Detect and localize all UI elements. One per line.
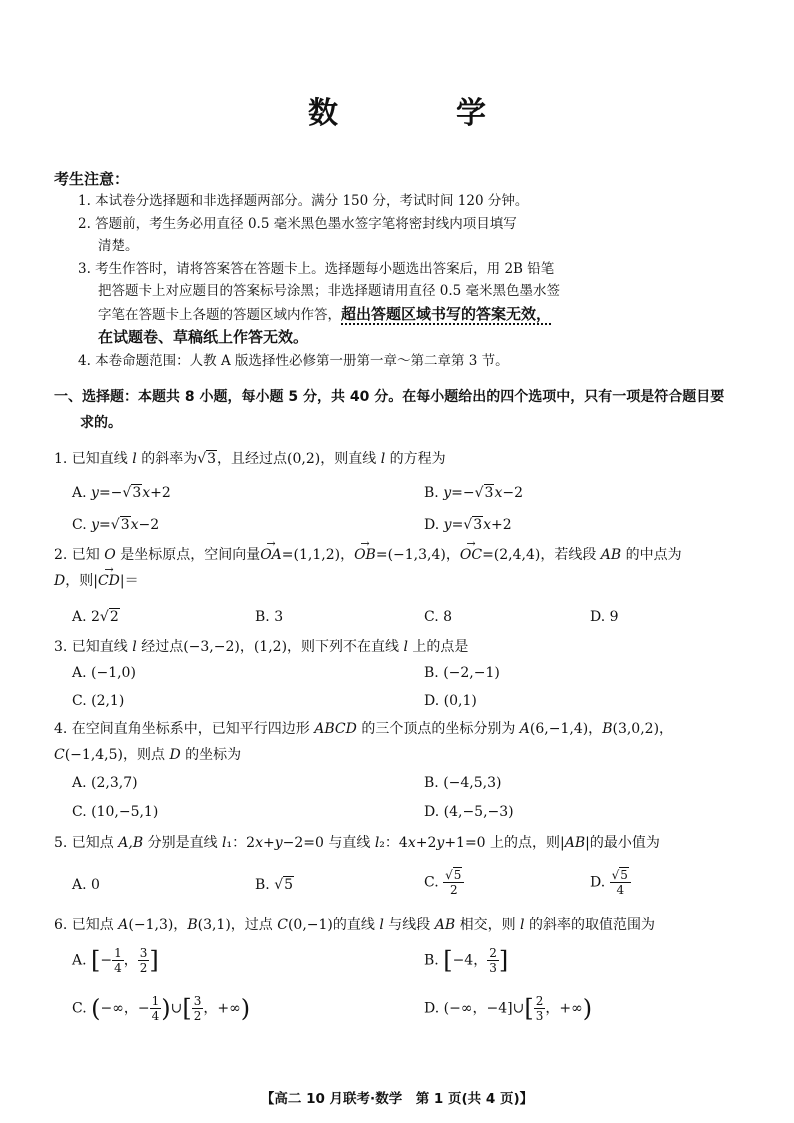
denominator: 4 [114,961,122,975]
q-text: 的三个顶点的坐标分别为 [356,721,520,737]
q-text: 5. 已知点 [54,835,119,851]
opt-label: C. [424,874,444,891]
q-var: ABCD [314,721,357,737]
vector-oc: → OC [460,542,482,568]
opt-text: =− [98,485,123,501]
opt-var: y [91,485,99,501]
q-var: AB [434,917,456,933]
fraction [112,946,124,975]
q-var: l [132,451,137,467]
opt-label: A. [72,952,92,969]
opt-label: D. [424,517,444,533]
q-sub: ₂ [379,835,385,851]
q-text: 上的点是 [407,639,469,655]
bracket: ) [240,994,251,1023]
opt-text: −2 [502,485,523,501]
q5-option-a[interactable]: A. 0 [72,877,100,893]
q-var: y [274,835,283,851]
radicand: 3 [120,517,130,533]
q-var: x [255,835,263,851]
q-text: 的斜率的取值范围为 [524,917,655,933]
radicand: 5 [453,868,462,882]
notice-heading: 考生注意： [54,170,130,188]
denominator: 2 [449,883,458,897]
radicand: 3 [207,451,217,467]
q6-option-a[interactable] [72,946,159,975]
q-var: l [374,835,380,851]
opt-label: B. [424,485,444,501]
denominator: 2 [139,961,148,975]
fraction [534,994,546,1023]
q2-option-c[interactable]: C. 8 [424,609,453,625]
fraction [610,868,631,897]
opt-text: A. 2 [72,609,100,625]
radicand: 5 [284,877,294,893]
sqrt: √2 [99,609,119,625]
bracket: [ [91,946,101,975]
opt-text: = [99,517,111,533]
opt-label: D. [424,1000,444,1017]
numerator: 1 [114,946,122,960]
question-3 [54,634,754,660]
opt-label: A. [72,485,92,501]
opt-var: x [483,517,492,533]
q-text: 的斜率为 [136,451,198,467]
q1-option-b[interactable] [424,482,523,504]
q-text: =(1,1,2)， [281,547,355,563]
sqrt: √5 [445,868,462,882]
q-text: + [262,835,275,851]
bracket: ] [149,946,159,975]
numerator [443,868,464,883]
opt-var: x [142,485,151,501]
section-line-1: 一、选择题：本题共 8 小题，每小题 5 分，共 40 分。在每小题给出的四个选项中，只有一项是符合题目要 [54,389,725,405]
fraction [487,946,499,975]
q-var: l [132,639,137,655]
opt-text: =− [451,485,475,501]
q-text: (−1,4,5)，则点 [64,747,170,763]
q-text: 相交，则 [455,917,521,933]
q3-option-c[interactable]: C. (2,1) [72,693,125,709]
q-text: ，则| [65,573,98,589]
q-var: AB [600,547,622,563]
q-var: B [187,917,198,933]
q-text: ，且经过点(0,2)，则直线 [217,451,381,467]
question-6 [54,912,754,938]
q5-option-d[interactable] [590,868,631,897]
opt-text: ， [123,952,138,969]
numerator: 3 [193,994,202,1008]
q-var: l [222,835,227,851]
emphasis-text: 在试题卷、草稿纸上作答无效。 [98,328,309,346]
vector-cd: → CD [98,568,120,594]
q-var: AB [564,835,586,851]
notice-item-2-cont: 清楚。 [98,238,139,254]
opt-text: ，+∞ [203,1000,241,1017]
q-text: 与线段 [383,917,435,933]
numerator: 3 [139,946,148,960]
q-text: 经过点(−3,−2)，(1,2)，则下列不在直线 [136,639,404,655]
q-text: 分别是直线 [143,835,223,851]
denominator: 4 [616,883,625,897]
q-text: 2. 已知 [54,547,105,563]
fraction [443,868,464,897]
q4-option-d[interactable]: D. (4,−5,−3) [424,804,514,820]
q-text: (6,−1,4)， [529,721,603,737]
q-var: A [519,721,530,737]
q-var: O [104,547,116,563]
sqrt: √3 [474,485,494,501]
q-text: 是坐标原点，空间向量 [115,547,261,563]
q-text: =(−1,3,4)， [375,547,460,563]
sqrt: √3 [463,517,483,533]
q-text: +1=0 上的点，则| [444,835,565,851]
bracket: ] [498,946,509,975]
notice-list [78,190,638,372]
q2-option-a[interactable] [72,606,120,628]
opt-text: ，+∞ [545,1000,583,1017]
question-1 [54,446,754,472]
q4-option-b[interactable]: B. (−4,5,3) [424,775,502,791]
q6-option-c[interactable] [72,994,250,1023]
q-text: (0,−1)的直线 [287,917,380,933]
sqrt: √5 [274,877,294,893]
sqrt: √3 [122,485,142,501]
denominator: 3 [489,961,497,975]
radicand: 2 [109,609,119,625]
q-var: C [277,917,288,933]
q-var: l [403,639,408,655]
q-text: +2 [415,835,437,851]
bracket: [ [443,946,453,975]
notice-item-1: 1. 本试卷分选择题和非选择题两部分。满分 150 分，考试时间 120 分钟。 [78,193,529,209]
q-text: (3,0,2)， [612,721,674,737]
numerator: 2 [489,946,497,960]
emphasis-text: 超出答题区域书写的答案无效， [341,304,552,323]
notice-text: 字笔在答题卡上各题的答题区域内作答， [98,306,341,323]
vector-oa: → OA [260,542,282,568]
numerator: 2 [535,994,544,1008]
q-text: ：2 [232,835,256,851]
denominator: 4 [151,1009,160,1023]
opt-text: −4， [452,952,488,969]
notice-item-3-cont-3 [78,326,638,350]
opt-label: D. [590,874,610,891]
q-var: D [54,573,66,589]
q-text: 1. 已知直线 [54,451,133,467]
radicand: 3 [132,485,142,501]
q-var: B [602,721,613,737]
notice-item-3-cont-2 [78,303,638,327]
q-var: D [169,747,181,763]
bracket: [ [524,994,534,1023]
q-text: 的方程为 [385,451,446,467]
opt-var: y [91,517,100,533]
opt-var: y [443,517,452,533]
opt-label: B. [424,952,444,969]
notice-item-3: 3. 考生作答时，请将答案答在答题卡上。选择题每小题选出答案后，用 2B 铅笔 [78,260,555,277]
opt-text: ∪ [170,1000,183,1017]
opt-text: ∪ [512,1000,525,1017]
q2-option-b[interactable]: B. 3 [255,609,284,625]
q1-option-c[interactable] [72,514,159,536]
q2-option-d[interactable]: D. 9 [590,609,619,625]
q-text: 4. 在空间直角坐标系中，已知平行四边形 [54,721,315,737]
opt-text: (−∞，−4] [443,1000,513,1017]
q-text: 3. 已知直线 [54,639,133,655]
q-var: l [379,917,384,933]
q-text: (−1,3)， [128,917,188,933]
section-heading [54,384,754,436]
opt-label: C. [72,517,92,533]
notice-item-3-cont-1: 把答题卡上对应题目的答案标号涂黑；非选择题请用直径 0.5 毫米黑色墨水签 [98,283,561,299]
opt-text: +2 [491,517,512,533]
q-var: l [520,917,525,933]
notice-item-2: 2. 答题前，考生务必用直径 0.5 毫米黑色墨水签字笔将密封线内项目填写 [78,215,517,232]
q-text: |的最小值为 [585,835,660,851]
q4-option-a[interactable]: A. (2,3,7) [72,775,138,791]
section-line-2: 求的。 [80,415,122,431]
notice-item-4: 4. 本卷命题范围：人教 A 版选择性必修第一册第一章～第二章第 3 节。 [78,352,509,369]
opt-text: +2 [150,485,171,501]
bracket: [ [182,994,192,1023]
q-text: 的中点为 [621,547,682,563]
q-text: |＝ [119,573,139,589]
opt-label: C. [72,1000,92,1017]
opt-text: − [100,952,113,969]
q-text: 6. 已知点 [54,917,119,933]
q-var: l [380,451,386,467]
opt-text: −2 [138,517,160,533]
bracket: ) [161,994,171,1023]
sqrt: √3 [197,451,217,467]
radicand: 5 [620,868,628,882]
q6-option-d[interactable] [424,994,592,1023]
sqrt: √5 [611,868,628,882]
opt-text: −∞，− [100,1000,150,1017]
sqrt: √3 [110,517,130,533]
q-var: y [436,835,445,851]
q-sub: ₁ [226,835,233,851]
q-var: A [118,917,129,933]
fraction [150,994,162,1023]
q5-option-c[interactable] [424,868,464,897]
q1-option-a[interactable] [72,482,171,504]
q4-option-c[interactable]: C. (10,−5,1) [72,804,159,820]
opt-text: = [451,517,464,533]
q-text: (3,1)，过点 [197,917,278,933]
q-text: ：4 [384,835,408,851]
denominator: 3 [535,1009,544,1023]
fraction [138,946,150,975]
q3-option-a[interactable]: A. (−1,0) [72,665,136,681]
radicand: 3 [484,485,494,501]
numerator [610,868,631,883]
question-4 [54,716,754,768]
q-text: 的坐标为 [180,747,242,763]
q3-option-b[interactable]: B. (−2,−1) [424,665,500,681]
radicand: 3 [473,517,483,533]
q6-option-b[interactable] [424,946,508,975]
bracket: ( [91,994,101,1023]
opt-var: y [443,485,452,501]
vector-ob: → OB [354,542,376,568]
q5-option-b[interactable] [255,874,294,896]
q-var: x [407,835,416,851]
numerator: 1 [151,994,160,1008]
opt-label: B. [255,877,275,893]
question-2 [54,542,754,594]
opt-var: x [130,517,139,533]
q-var: C [54,747,65,763]
q-text: −2=0 与直线 [282,835,375,851]
q-var: A,B [118,835,144,851]
q3-option-d[interactable]: D. (0,1) [424,693,477,709]
question-5 [54,830,754,856]
opt-var: x [494,485,503,501]
page-footer: 【高二 10 月联考·数学 第 1 页(共 4 页)】 [260,1091,534,1107]
fraction [192,994,204,1023]
q-text: =(2,4,4)，若线段 [482,547,601,563]
page-title: 数 学 [308,96,530,131]
denominator: 2 [193,1009,202,1023]
bracket: ) [582,994,593,1023]
